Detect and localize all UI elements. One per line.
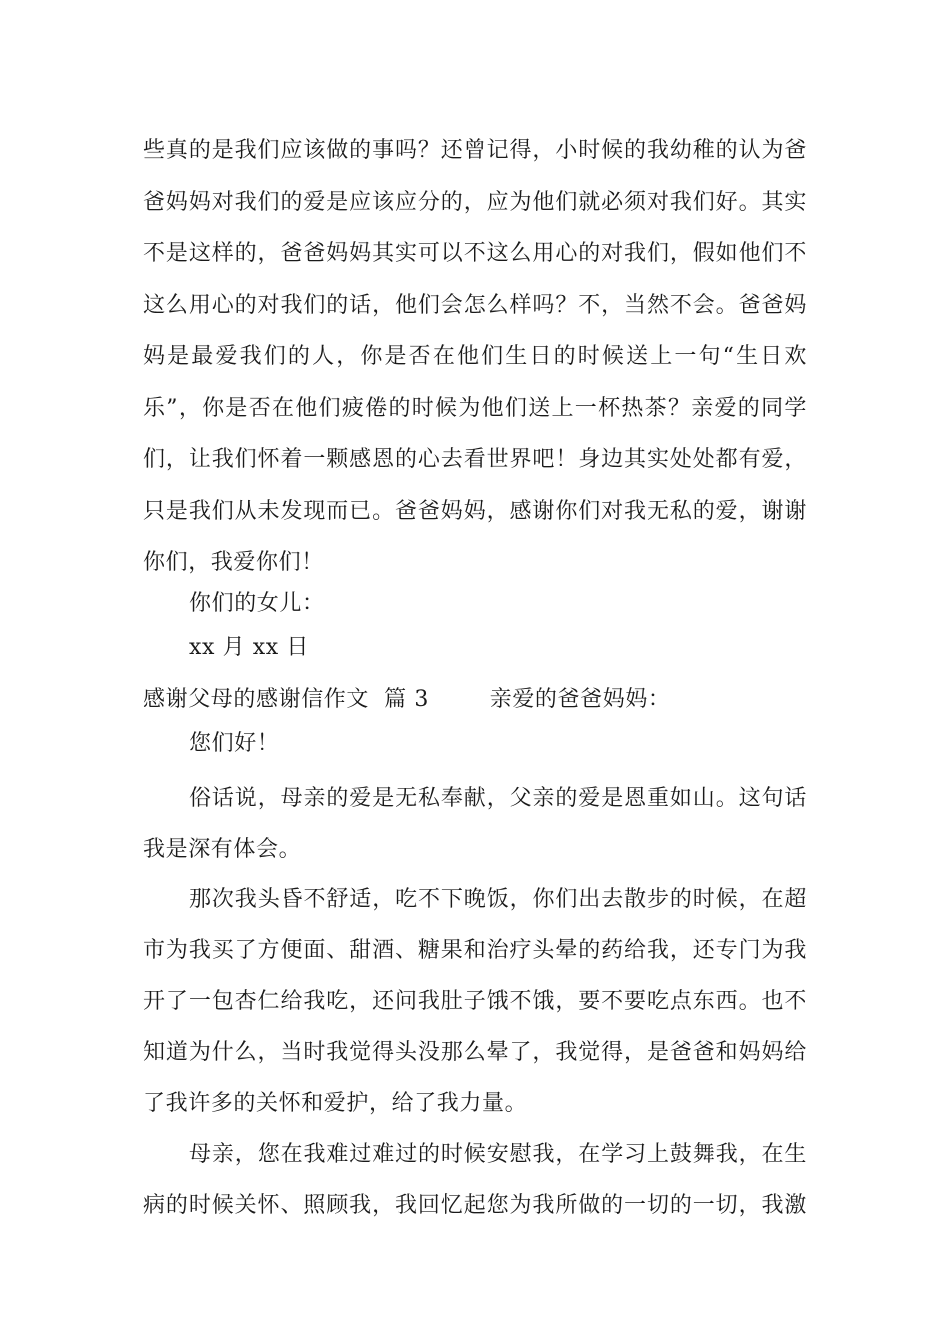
text-line: 开了一包杏仁给我吃，还问我肚子饿不饿，要不要吃点东西。也不 [143,989,807,1014]
text-line: 乐”，你是否在他们疲倦的时候为他们送上一杯热茶？亲爱的同学 [143,396,807,421]
text-line: 了我许多的关怀和爱护，给了我力量。 [143,1091,528,1116]
text-line: 只是我们从未发现而已。爸爸妈妈，感谢你们对我无私的爱，谢谢 [143,499,807,524]
signature-line: 你们的女儿： [189,591,325,616]
section-heading: 感谢父母的感谢信作文 篇 3 亲爱的爸爸妈妈： [143,687,671,712]
text-line: 俗话说，母亲的爱是无私奉献，父亲的爱是恩重如山。这句话 [189,786,807,811]
text-line: 病的时候关怀、照顾我，我回忆起您为我所做的一切的一切，我激 [143,1193,807,1218]
greeting-line: 您们好！ [189,731,280,756]
text-line: 母亲，您在我难过难过的时候安慰我，在学习上鼓舞我，在生 [189,1142,807,1167]
text-line: 爸妈妈对我们的爱是应该应分的，应为他们就必须对我们好。其实 [143,190,807,215]
text-line: 不是这样的，爸爸妈妈其实可以不这么用心的对我们，假如他们不 [143,241,807,266]
text-line: 市为我买了方便面、甜酒、糖果和治疗头晕的药给我，还专门为我 [143,938,807,963]
text-line: 这么用心的对我们的话，他们会怎么样吗？不，当然不会。爸爸妈 [143,293,807,318]
text-line: 那次我头昏不舒适，吃不下晚饭，你们出去散步的时候，在超 [189,887,807,912]
text-line: 知道为什么，当时我觉得头没那么晕了，我觉得，是爸爸和妈妈给 [143,1040,807,1065]
date-line: xx 月 xx 日 [189,635,310,660]
text-line: 些真的是我们应该做的事吗？还曾记得，小时候的我幼稚的认为爸 [143,138,807,163]
text-line: 你们，我爱你们！ [143,550,324,575]
text-line: 我是深有体会。 [143,837,302,862]
text-line: 妈是最爱我们的人，你是否在他们生日的时候送上一句“生日欢 [143,344,807,369]
text-line: 们，让我们怀着一颗感恩的心去看世界吧！身边其实处处都有爱， [143,447,807,472]
